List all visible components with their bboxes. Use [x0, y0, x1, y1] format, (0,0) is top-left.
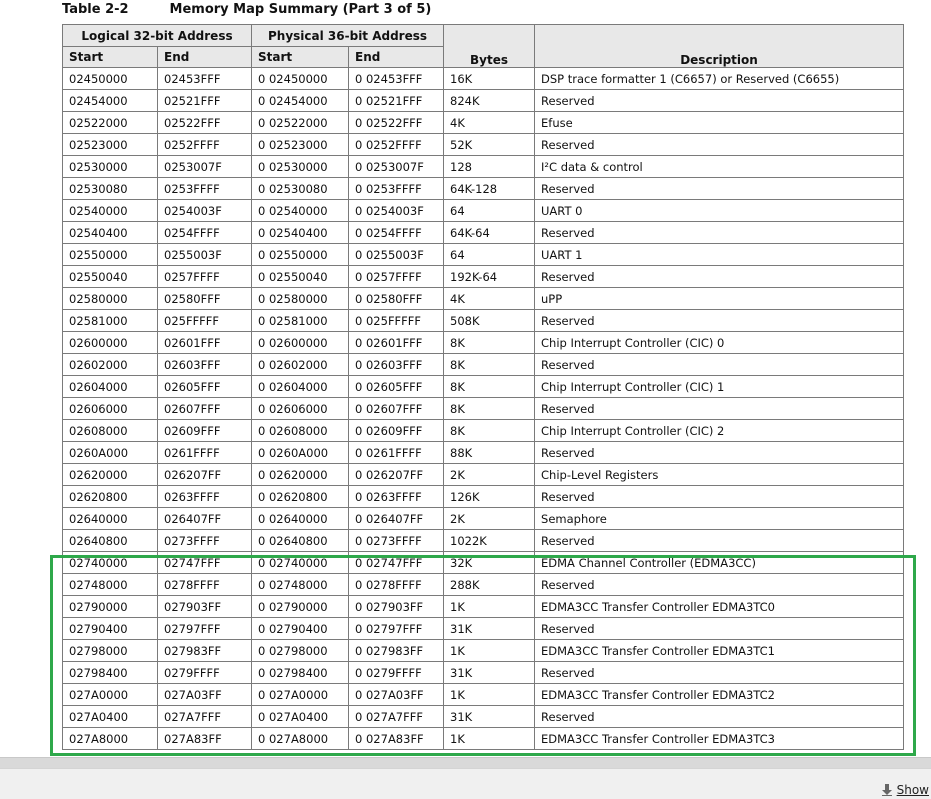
cell-bytes: 16K [444, 68, 535, 90]
table-row [63, 354, 904, 376]
cell-logical-end: 027A7FFF [158, 706, 252, 728]
cell-description: uPP [535, 288, 904, 310]
cell-logical-end: 02580FFF [158, 288, 252, 310]
cell-physical-start: 0 0260A000 [252, 442, 349, 464]
cell-logical-end: 0257FFFF [158, 266, 252, 288]
cell-physical-end: 0 0255003F [349, 244, 444, 266]
cell-description: DSP trace formatter 1 (C6657) or Reserved (C6655) [535, 68, 904, 90]
cell-logical-end: 02453FFF [158, 68, 252, 90]
header-description: Description [535, 25, 904, 68]
table-row [63, 442, 904, 464]
cell-bytes: 1022K [444, 530, 535, 552]
cell-physical-end: 0 0257FFFF [349, 266, 444, 288]
cell-description: Chip-Level Registers [535, 464, 904, 486]
cell-logical-end: 02607FFF [158, 398, 252, 420]
cell-physical-end: 0 0253FFFF [349, 178, 444, 200]
cell-bytes: 4K [444, 288, 535, 310]
cell-logical-start: 02608000 [63, 420, 158, 442]
cell-logical-start: 02550000 [63, 244, 158, 266]
cell-description: EDMA3CC Transfer Controller EDMA3TC3 [535, 728, 904, 750]
cell-logical-end: 026207FF [158, 464, 252, 486]
cell-physical-start: 0 02454000 [252, 90, 349, 112]
down-arrow-icon [881, 784, 893, 796]
cell-logical-end: 0261FFFF [158, 442, 252, 464]
cell-logical-end: 027983FF [158, 640, 252, 662]
table-row [63, 596, 904, 618]
cell-logical-end: 02521FFF [158, 90, 252, 112]
cell-physical-start: 0 02530000 [252, 156, 349, 178]
cell-physical-end: 0 0253007F [349, 156, 444, 178]
cell-physical-end: 0 0273FFFF [349, 530, 444, 552]
cell-physical-start: 0 02604000 [252, 376, 349, 398]
table-row [63, 706, 904, 728]
table-row [63, 90, 904, 112]
table-row [63, 464, 904, 486]
cell-logical-end: 027A83FF [158, 728, 252, 750]
cell-physical-end: 0 02747FFF [349, 552, 444, 574]
cell-physical-end: 0 0261FFFF [349, 442, 444, 464]
cell-physical-end: 0 027903FF [349, 596, 444, 618]
cell-description: Reserved [535, 90, 904, 112]
cell-logical-start: 02550040 [63, 266, 158, 288]
cell-bytes: 31K [444, 618, 535, 640]
cell-logical-end: 0278FFFF [158, 574, 252, 596]
cell-bytes: 126K [444, 486, 535, 508]
cell-logical-start: 02640000 [63, 508, 158, 530]
cell-logical-start: 02620800 [63, 486, 158, 508]
cell-physical-start: 0 02540400 [252, 222, 349, 244]
cell-description: Reserved [535, 354, 904, 376]
table-row [63, 398, 904, 420]
table-row [63, 530, 904, 552]
table-row [63, 684, 904, 706]
cell-logical-end: 0273FFFF [158, 530, 252, 552]
cell-logical-end: 02609FFF [158, 420, 252, 442]
table-row [63, 574, 904, 596]
cell-bytes: 1K [444, 684, 535, 706]
cell-description: EDMA Channel Controller (EDMA3CC) [535, 552, 904, 574]
cell-logical-start: 02740000 [63, 552, 158, 574]
cell-bytes: 288K [444, 574, 535, 596]
header-logical-start: Start [63, 47, 158, 68]
memory-map-table [62, 24, 904, 750]
cell-physical-end: 0 02609FFF [349, 420, 444, 442]
cell-logical-start: 02604000 [63, 376, 158, 398]
cell-description: EDMA3CC Transfer Controller EDMA3TC0 [535, 596, 904, 618]
cell-bytes: 2K [444, 508, 535, 530]
cell-logical-start: 027A0400 [63, 706, 158, 728]
cell-logical-start: 0260A000 [63, 442, 158, 464]
cell-bytes: 8K [444, 354, 535, 376]
header-bytes: Bytes [444, 25, 535, 68]
header-logical-address: Logical 32-bit Address [63, 25, 252, 47]
cell-bytes: 31K [444, 706, 535, 728]
cell-logical-start: 02540000 [63, 200, 158, 222]
table-row [63, 288, 904, 310]
cell-physical-start: 0 02608000 [252, 420, 349, 442]
header-physical-address: Physical 36-bit Address [252, 25, 444, 47]
cell-logical-start: 02600000 [63, 332, 158, 354]
cell-bytes: 32K [444, 552, 535, 574]
cell-physical-end: 0 02605FFF [349, 376, 444, 398]
cell-logical-start: 02581000 [63, 310, 158, 332]
cell-physical-start: 0 02581000 [252, 310, 349, 332]
cell-description: Chip Interrupt Controller (CIC) 0 [535, 332, 904, 354]
cell-physical-start: 0 02748000 [252, 574, 349, 596]
cell-physical-start: 0 02550000 [252, 244, 349, 266]
cell-description: Reserved [535, 662, 904, 684]
cell-physical-end: 0 02580FFF [349, 288, 444, 310]
cell-description: Reserved [535, 574, 904, 596]
cell-logical-start: 02530000 [63, 156, 158, 178]
cell-bytes: 192K-64 [444, 266, 535, 288]
cell-description: Semaphore [535, 508, 904, 530]
table-row [63, 266, 904, 288]
cell-physical-end: 0 025FFFFF [349, 310, 444, 332]
cell-logical-start: 027A8000 [63, 728, 158, 750]
cell-logical-start: 02798400 [63, 662, 158, 684]
cell-physical-start: 0 02620800 [252, 486, 349, 508]
cell-physical-start: 0 02523000 [252, 134, 349, 156]
cell-bytes: 64 [444, 200, 535, 222]
cell-logical-end: 0254003F [158, 200, 252, 222]
table-row [63, 728, 904, 750]
table-row [63, 662, 904, 684]
cell-physical-end: 0 02522FFF [349, 112, 444, 134]
table-row [63, 156, 904, 178]
cell-bytes: 1K [444, 596, 535, 618]
cell-description: EDMA3CC Transfer Controller EDMA3TC1 [535, 640, 904, 662]
cell-physical-start: 0 02620000 [252, 464, 349, 486]
cell-physical-start: 0 027A0000 [252, 684, 349, 706]
cell-logical-start: 02620000 [63, 464, 158, 486]
header-logical-end: End [158, 47, 252, 68]
table-title: Memory Map Summary (Part 3 of 5) [169, 2, 432, 17]
cell-description: Reserved [535, 266, 904, 288]
table-row [63, 134, 904, 156]
cell-physical-end: 0 027983FF [349, 640, 444, 662]
cell-bytes: 31K [444, 662, 535, 684]
table-row [63, 244, 904, 266]
cell-physical-start: 0 02640800 [252, 530, 349, 552]
cell-physical-start: 0 02790400 [252, 618, 349, 640]
cell-logical-start: 02530080 [63, 178, 158, 200]
cell-logical-end: 0253FFFF [158, 178, 252, 200]
cell-bytes: 508K [444, 310, 535, 332]
cell-logical-start: 02523000 [63, 134, 158, 156]
table-row [63, 332, 904, 354]
cell-physical-end: 0 02607FFF [349, 398, 444, 420]
cell-logical-start: 02606000 [63, 398, 158, 420]
cell-logical-end: 02603FFF [158, 354, 252, 376]
cell-bytes: 4K [444, 112, 535, 134]
cell-physical-start: 0 027A0400 [252, 706, 349, 728]
table-row [63, 222, 904, 244]
cell-description: Reserved [535, 530, 904, 552]
cell-description: Reserved [535, 178, 904, 200]
cell-physical-end: 0 027A03FF [349, 684, 444, 706]
cell-logical-end: 027903FF [158, 596, 252, 618]
cell-logical-start: 02602000 [63, 354, 158, 376]
cell-description: Reserved [535, 706, 904, 728]
cell-description: UART 0 [535, 200, 904, 222]
cell-logical-start: 02798000 [63, 640, 158, 662]
cell-logical-end: 02797FFF [158, 618, 252, 640]
cell-logical-start: 02790000 [63, 596, 158, 618]
table-caption [62, 2, 431, 20]
cell-logical-end: 0263FFFF [158, 486, 252, 508]
cell-description: Reserved [535, 442, 904, 464]
table-row [63, 618, 904, 640]
cell-description: UART 1 [535, 244, 904, 266]
cell-physical-end: 0 02601FFF [349, 332, 444, 354]
cell-description: Reserved [535, 486, 904, 508]
cell-logical-start: 02640800 [63, 530, 158, 552]
cell-description: Chip Interrupt Controller (CIC) 1 [535, 376, 904, 398]
cell-logical-end: 0255003F [158, 244, 252, 266]
cell-logical-start: 02454000 [63, 90, 158, 112]
cell-logical-end: 0254FFFF [158, 222, 252, 244]
table-row [63, 486, 904, 508]
cell-bytes: 2K [444, 464, 535, 486]
cell-logical-start: 02790400 [63, 618, 158, 640]
cell-description: Reserved [535, 618, 904, 640]
cell-logical-end: 0253007F [158, 156, 252, 178]
cell-logical-end: 026407FF [158, 508, 252, 530]
cell-description: Reserved [535, 222, 904, 244]
cell-logical-start: 027A0000 [63, 684, 158, 706]
cell-logical-start: 02580000 [63, 288, 158, 310]
table-row [63, 310, 904, 332]
cell-physical-start: 0 02640000 [252, 508, 349, 530]
cell-physical-end: 0 0263FFFF [349, 486, 444, 508]
cell-physical-start: 0 02740000 [252, 552, 349, 574]
cell-logical-end: 025FFFFF [158, 310, 252, 332]
cell-bytes: 64K-64 [444, 222, 535, 244]
cell-description: EDMA3CC Transfer Controller EDMA3TC2 [535, 684, 904, 706]
cell-physical-start: 0 02522000 [252, 112, 349, 134]
cell-logical-start: 02522000 [63, 112, 158, 134]
cell-physical-start: 0 02600000 [252, 332, 349, 354]
cell-physical-end: 0 0279FFFF [349, 662, 444, 684]
cell-description: Efuse [535, 112, 904, 134]
cell-physical-start: 0 02550040 [252, 266, 349, 288]
cell-physical-end: 0 027A7FFF [349, 706, 444, 728]
cell-description: Reserved [535, 134, 904, 156]
table-body [63, 68, 904, 750]
show-button[interactable] [881, 783, 929, 797]
table-row [63, 640, 904, 662]
cell-bytes: 8K [444, 398, 535, 420]
cell-bytes: 128 [444, 156, 535, 178]
cell-logical-start: 02748000 [63, 574, 158, 596]
cell-bytes: 1K [444, 728, 535, 750]
cell-description: Reserved [535, 398, 904, 420]
cell-description: Chip Interrupt Controller (CIC) 2 [535, 420, 904, 442]
cell-logical-end: 02522FFF [158, 112, 252, 134]
cell-logical-end: 02605FFF [158, 376, 252, 398]
cell-physical-end: 0 02603FFF [349, 354, 444, 376]
cell-physical-end: 0 0252FFFF [349, 134, 444, 156]
cell-logical-end: 02747FFF [158, 552, 252, 574]
table-row [63, 508, 904, 530]
table-row [63, 68, 904, 90]
status-bar [0, 768, 931, 799]
table-row [63, 200, 904, 222]
header-physical-start: Start [252, 47, 349, 68]
cell-bytes: 8K [444, 376, 535, 398]
cell-logical-start: 02450000 [63, 68, 158, 90]
cell-logical-start: 02540400 [63, 222, 158, 244]
show-label: Show [896, 783, 929, 797]
cell-physical-start: 0 02540000 [252, 200, 349, 222]
cell-physical-start: 0 02602000 [252, 354, 349, 376]
cell-physical-end: 0 02521FFF [349, 90, 444, 112]
table-row [63, 552, 904, 574]
cell-physical-end: 0 026407FF [349, 508, 444, 530]
cell-physical-start: 0 02450000 [252, 68, 349, 90]
cell-physical-start: 0 02580000 [252, 288, 349, 310]
table-row [63, 178, 904, 200]
cell-physical-start: 0 02606000 [252, 398, 349, 420]
cell-bytes: 8K [444, 420, 535, 442]
cell-physical-end: 0 0254FFFF [349, 222, 444, 244]
cell-bytes: 8K [444, 332, 535, 354]
cell-logical-end: 02601FFF [158, 332, 252, 354]
cell-logical-end: 0279FFFF [158, 662, 252, 684]
cell-bytes: 88K [444, 442, 535, 464]
cell-physical-end: 0 02797FFF [349, 618, 444, 640]
table-row [63, 420, 904, 442]
cell-logical-end: 0252FFFF [158, 134, 252, 156]
cell-bytes: 64 [444, 244, 535, 266]
cell-physical-end: 0 027A83FF [349, 728, 444, 750]
cell-physical-end: 0 02453FFF [349, 68, 444, 90]
cell-physical-start: 0 02798400 [252, 662, 349, 684]
cell-physical-start: 0 02530080 [252, 178, 349, 200]
cell-physical-start: 0 027A8000 [252, 728, 349, 750]
cell-physical-start: 0 02798000 [252, 640, 349, 662]
cell-logical-end: 027A03FF [158, 684, 252, 706]
cell-physical-end: 0 0278FFFF [349, 574, 444, 596]
cell-description: I²C data & control [535, 156, 904, 178]
header-physical-end: End [349, 47, 444, 68]
cell-physical-end: 0 0254003F [349, 200, 444, 222]
table-number: Table 2-2 [62, 2, 129, 17]
cell-physical-end: 0 026207FF [349, 464, 444, 486]
cell-description: Reserved [535, 310, 904, 332]
table-row [63, 376, 904, 398]
table-row [63, 112, 904, 134]
cell-bytes: 1K [444, 640, 535, 662]
cell-bytes: 52K [444, 134, 535, 156]
cell-physical-start: 0 02790000 [252, 596, 349, 618]
cell-bytes: 64K-128 [444, 178, 535, 200]
cell-bytes: 824K [444, 90, 535, 112]
